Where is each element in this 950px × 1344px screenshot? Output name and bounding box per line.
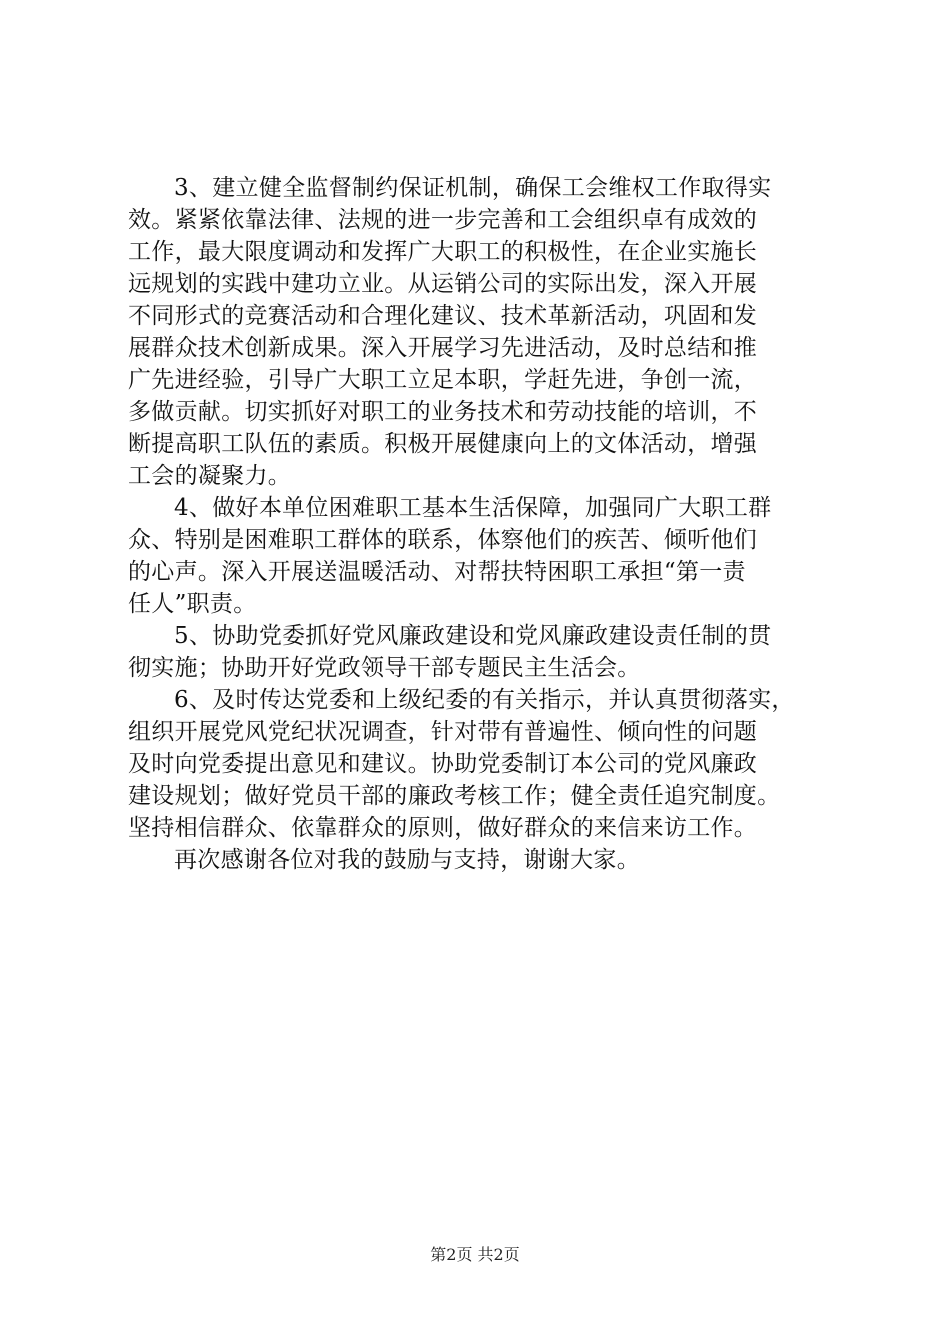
- paragraph-3-line-4: 远规划的实践中建功立业。从运销公司的实际出发，深入开展: [128, 271, 758, 297]
- paragraph-6-line-3: 及时向党委提出意见和建议。协助党委制订本公司的党风廉政: [128, 751, 758, 777]
- paragraph-3-line-6: 展群众技术创新成果。深入开展学习先进活动，及时总结和推: [128, 335, 758, 361]
- paragraph-6-line-5: 坚持相信群众、依靠群众的原则，做好群众的来信来访工作。: [128, 815, 758, 841]
- closing-line: 再次感谢各位对我的鼓励与支持，谢谢大家。: [174, 847, 640, 873]
- document-body: [128, 172, 850, 876]
- paragraph-3-line-9: 断提高职工队伍的素质。积极开展健康向上的文体活动，增强: [128, 431, 758, 457]
- paragraph-3-line-2: 效。紧紧依靠法律、法规的进一步完善和工会组织卓有成效的: [128, 207, 758, 233]
- paragraph-3-line-5: 不同形式的竞赛活动和合理化建议、技术革新活动，巩固和发: [128, 303, 758, 329]
- paragraph-4-line-2: 众、特别是困难职工群体的联系，体察他们的疾苦、倾听他们: [128, 527, 758, 553]
- paragraph-3-line-7: 广先进经验，引导广大职工立足本职，学赶先进，争创一流，: [128, 367, 758, 393]
- paragraph-3-line-10: 工会的凝聚力。: [128, 463, 292, 489]
- paragraph-6-line-2: 组织开展党风党纪状况调查，针对带有普遍性、倾向性的问题: [128, 719, 758, 745]
- paragraph-5-line-1: 5、协助党委抓好党风廉政建设和党风廉政建设责任制的贯: [174, 623, 772, 649]
- paragraph-4-line-3: 的心声。深入开展送温暖活动、对帮扶特困职工承担“第一责: [128, 559, 746, 585]
- paragraph-3-line-3: 工作，最大限度调动和发挥广大职工的积极性，在企业实施长: [128, 239, 758, 265]
- paragraph-5-line-2: 彻实施；协助开好党政领导干部专题民主生活会。: [128, 655, 641, 681]
- page-number-footer: 第2页 共2页: [430, 1245, 520, 1264]
- paragraph-4-line-4: 任人”职责。: [128, 591, 257, 617]
- paragraph-3-line-8: 多做贡献。切实抓好对职工的业务技术和劳动技能的培训，不: [128, 399, 758, 425]
- paragraph-6-line-4: 建设规划；做好党员干部的廉政考核工作；健全责任追究制度。: [128, 783, 781, 809]
- paragraph-6-line-1: 6、及时传达党委和上级纪委的有关指示，并认真贯彻落实，: [174, 687, 795, 713]
- paragraph-3-line-1: 3、建立健全监督制约保证机制，确保工会维权工作取得实: [174, 175, 772, 201]
- paragraph-4-line-1: 4、做好本单位困难职工基本生活保障，加强同广大职工群: [174, 495, 772, 521]
